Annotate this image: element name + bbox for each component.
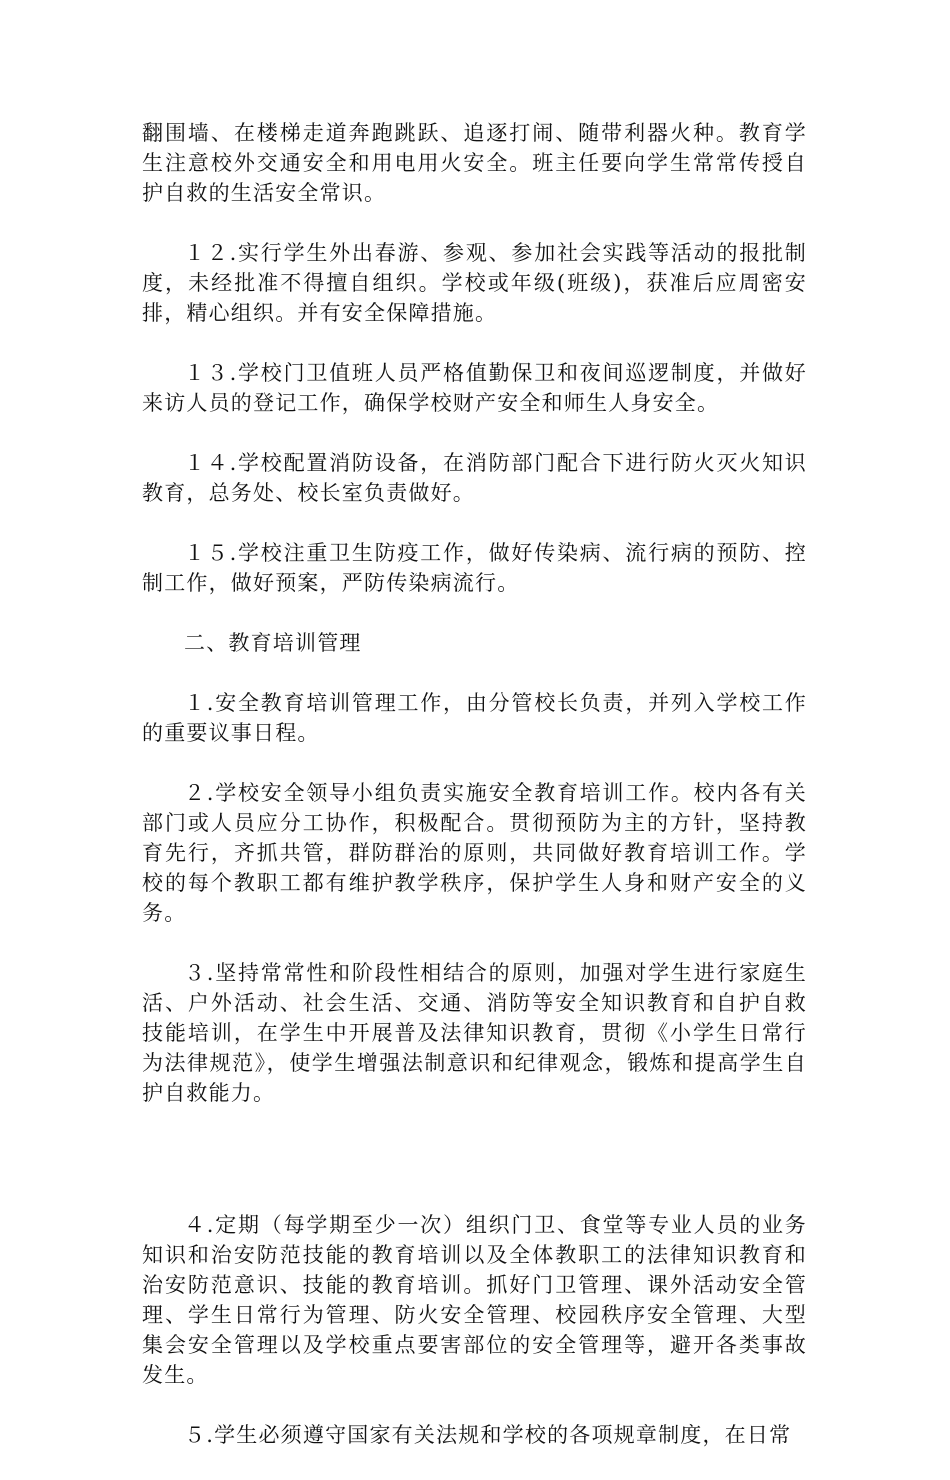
document-body bbox=[142, 118, 807, 1480]
paragraph-item-3: ３.坚持常常性和阶段性相结合的原则，加强对学生进行家庭生活、户外活动、社会生活、交通、消防等安全知识教育和自护自救技能培训，在学生中开展普及法律知识教育，贯彻《小学生日常行为法律规范》，使学生增强法制意识和纪律观念，锻炼和提高学生自护自救能力。 bbox=[142, 961, 807, 1105]
paragraph-item-4: ４.定期（每学期至少一次）组织门卫、食堂等专业人员的业务知识和治安防范技能的教育培训以及全体教职工的法律知识教育和治安防范意识、技能的教育培训。抓好门卫管理、课外活动安全管理、学生日常行为管理、防火安全管理、校园秩序安全管理、大型集会安全管理以及学校重点要害部位的安全管理等，避开各类事故发生。 bbox=[142, 1213, 807, 1387]
paragraph-item-5: ５.学生必须遵守国家有关法规和学校的各项规章制度，在日常 bbox=[184, 1423, 792, 1447]
paragraph-item-14: １４.学校配置消防设备，在消防部门配合下进行防火灭火知识教育，总务处、校长室负责做好。 bbox=[142, 451, 807, 505]
paragraph-continued: 翻围墙、在楼梯走道奔跑跳跃、追逐打闹、随带利器火种。教育学生注意校外交通安全和用电用火安全。班主任要向学生常常传授自护自救的生活安全常识。 bbox=[142, 121, 807, 205]
paragraph-item-12: １２.实行学生外出春游、参观、参加社会实践等活动的报批制度，未经批准不得擅自组织。学校或年级(班级)，获准后应周密安排，精心组织。并有安全保障措施。 bbox=[142, 241, 807, 325]
paragraph-item-13: １３.学校门卫值班人员严格值勤保卫和夜间巡逻制度，并做好来访人员的登记工作，确保学校财产安全和师生人身安全。 bbox=[142, 361, 807, 415]
paragraph-item-1: １.安全教育培训管理工作，由分管校长负责，并列入学校工作的重要议事日程。 bbox=[142, 691, 807, 745]
paragraph-item-15: １５.学校注重卫生防疫工作，做好传染病、流行病的预防、控制工作，做好预案，严防传染病流行。 bbox=[142, 541, 807, 595]
section-heading: 二、教育培训管理 bbox=[184, 631, 362, 655]
paragraph-item-2: ２.学校安全领导小组负责实施安全教育培训工作。校内各有关部门或人员应分工协作，积极配合。贯彻预防为主的方针，坚持教育先行，齐抓共管，群防群治的原则，共同做好教育培训工作。学校的每个教职工都有维护教学秩序，保护学生人身和财产安全的义务。 bbox=[142, 781, 807, 925]
